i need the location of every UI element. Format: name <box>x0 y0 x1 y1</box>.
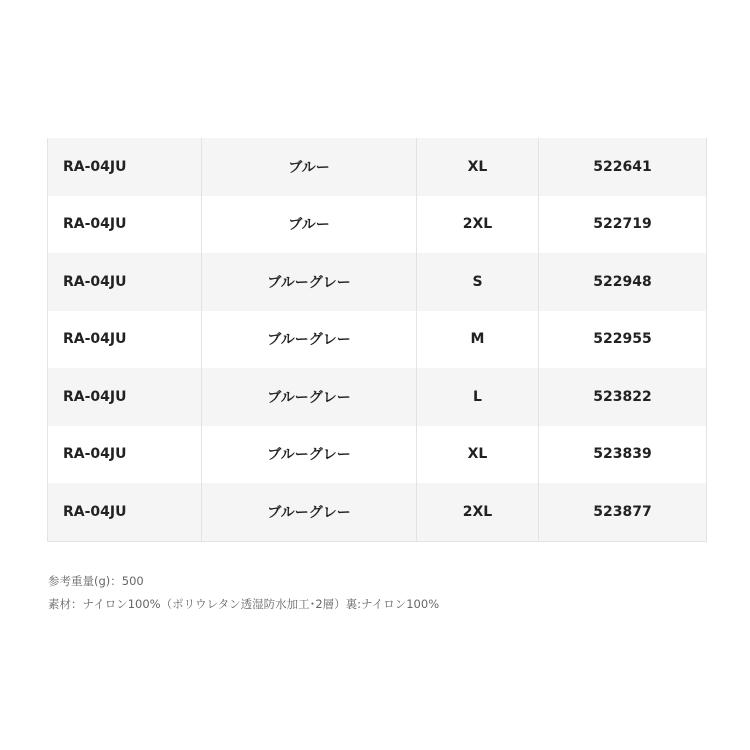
color-cell: ブルーグレー <box>202 253 417 311</box>
table-row <box>48 368 707 426</box>
table-row <box>48 138 707 196</box>
size-cell: L <box>417 368 539 426</box>
color-cell: ブルーグレー <box>202 483 417 541</box>
size-cell: S <box>417 253 539 311</box>
spec-table <box>47 138 707 542</box>
product-code-cell: RA-04JU <box>48 196 202 254</box>
number-cell: 522948 <box>539 253 707 311</box>
product-code-cell: RA-04JU <box>48 311 202 369</box>
material-note: 素材：ナイロン100%（ポリウレタン透湿防水加工･2層）裏:ナイロン100% <box>48 597 440 611</box>
number-cell: 523877 <box>539 483 707 541</box>
product-code-cell: RA-04JU <box>48 368 202 426</box>
product-code-cell: RA-04JU <box>48 253 202 311</box>
product-notes <box>48 570 439 616</box>
table-row <box>48 311 707 369</box>
number-cell: 522641 <box>539 138 707 196</box>
number-cell: 522719 <box>539 196 707 254</box>
number-cell: 523822 <box>539 368 707 426</box>
color-cell: ブルーグレー <box>202 368 417 426</box>
size-cell: XL <box>417 138 539 196</box>
size-cell: M <box>417 311 539 369</box>
table-row <box>48 426 707 484</box>
product-code-cell: RA-04JU <box>48 138 202 196</box>
table-row <box>48 253 707 311</box>
size-cell: 2XL <box>417 483 539 541</box>
size-cell: 2XL <box>417 196 539 254</box>
spec-table-container <box>47 138 703 542</box>
weight-note: 参考重量(g)：500 <box>48 574 144 588</box>
table-row <box>48 483 707 541</box>
product-code-cell: RA-04JU <box>48 426 202 484</box>
table-row <box>48 196 707 254</box>
number-cell: 523839 <box>539 426 707 484</box>
number-cell: 522955 <box>539 311 707 369</box>
product-code-cell: RA-04JU <box>48 483 202 541</box>
color-cell: ブルーグレー <box>202 311 417 369</box>
size-cell: XL <box>417 426 539 484</box>
color-cell: ブルー <box>202 138 417 196</box>
color-cell: ブルー <box>202 196 417 254</box>
color-cell: ブルーグレー <box>202 426 417 484</box>
